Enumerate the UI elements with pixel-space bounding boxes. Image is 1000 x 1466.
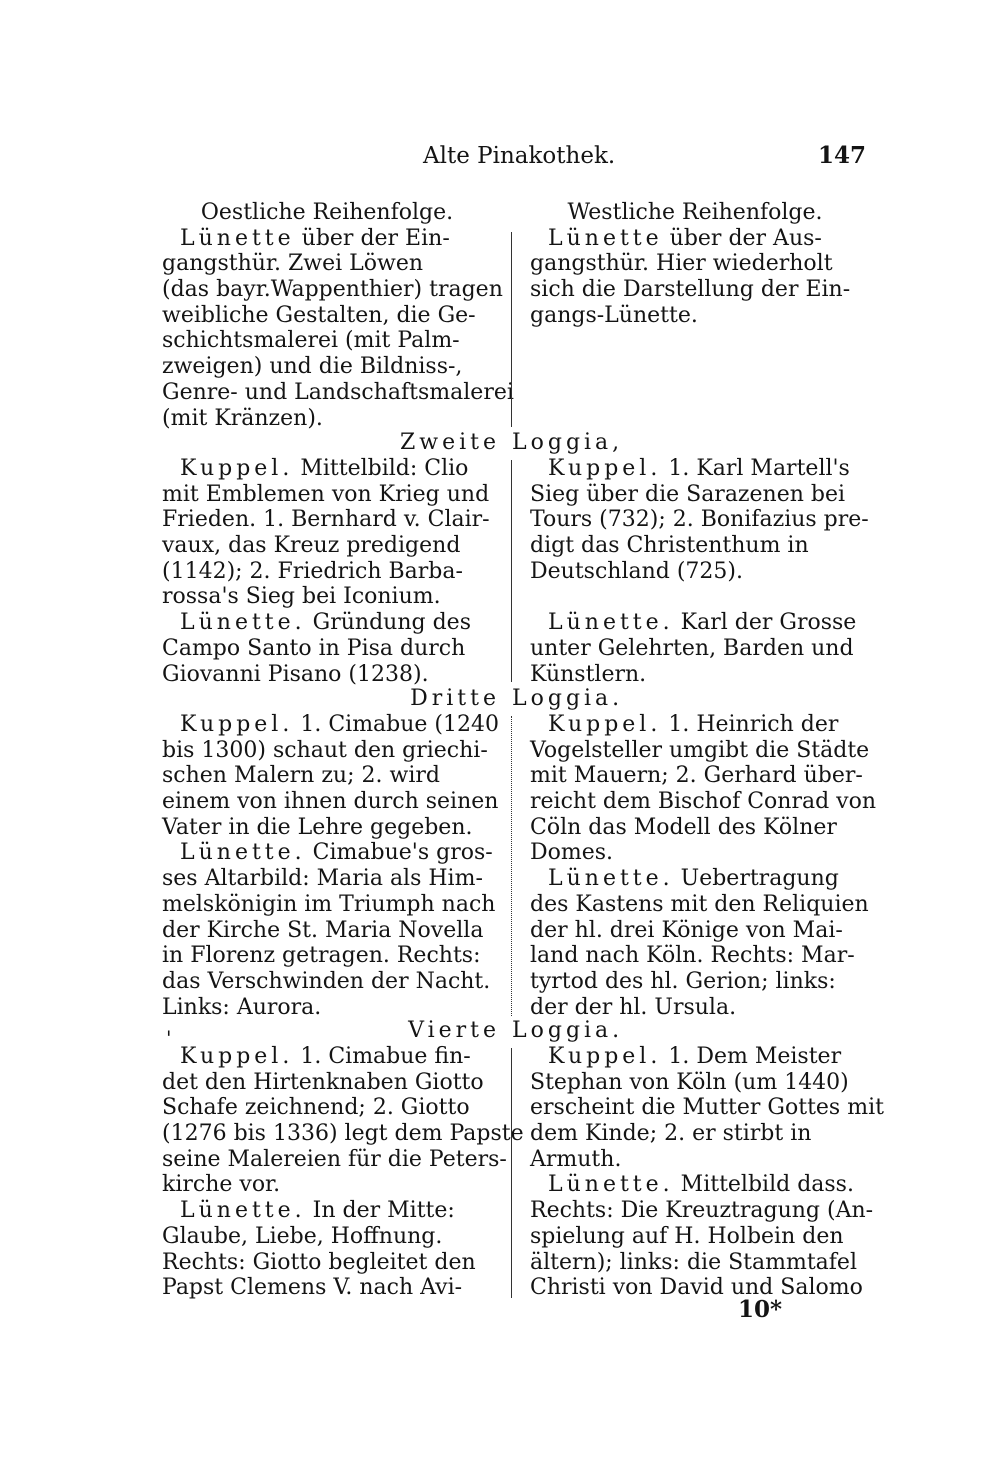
spaced-keyword: Kuppel. (548, 712, 662, 737)
text-line: bis 1300) schaut den griechi- (162, 737, 488, 763)
text-line: Lünette über der Ein- (180, 225, 450, 251)
text-line: mit Mauern; 2. Gerhard über- (530, 763, 863, 789)
text-line: Cöln das Modell des Kölner (530, 814, 837, 840)
text-line: spielung auf H. Holbein den (530, 1223, 844, 1249)
margin-mark: ' (166, 1026, 172, 1050)
text-line: Glaube, Liebe, Hoffnung. (162, 1223, 443, 1249)
text-line: det den Hirtenknaben Giotto (162, 1069, 484, 1095)
text-line: Lünette. Cimabue's gros- (180, 840, 493, 866)
text-line: der der hl. Ursula. (530, 994, 737, 1020)
text-line: Frieden. 1. Bernhard v. Clair- (162, 507, 490, 533)
spaced-keyword: Lünette. (548, 610, 674, 636)
text-line: reicht dem Bischof Conrad von (530, 789, 877, 815)
text-line: weibliche Gestalten, die Ge- (162, 302, 476, 328)
right-column-top (530, 200, 860, 328)
text-line: Tours (732); 2. Bonifazius pre- (530, 507, 869, 533)
text-line: einem von ihnen durch seinen (162, 789, 499, 815)
text-line: der hl. drei Könige von Mai- (530, 917, 843, 943)
column-rule (511, 232, 512, 427)
text-line: gangs-Lünette. (530, 302, 698, 328)
text-line: (1276 bis 1336) legt dem Papste (162, 1121, 524, 1147)
text-line: Kuppel. 1. Cimabue fin- (180, 1044, 471, 1069)
spaced-keyword: Lünette. (180, 610, 306, 636)
text-line: vaux, das Kreuz predigend (162, 533, 461, 559)
text-line: melskönigin im Triumph nach (162, 891, 496, 917)
text-line: schichtsmalerei (mit Palm- (162, 328, 460, 354)
text-line: des Kastens mit den Reliquien (530, 891, 869, 917)
text-line: Lünette über der Aus- (548, 225, 822, 251)
text-line: in Florenz getragen. Rechts: (162, 943, 481, 969)
text-line: Künstlern. (530, 661, 647, 687)
text-line: Kuppel. 1. Cimabue (1240 (180, 712, 500, 737)
spaced-keyword: Lünette. (180, 1198, 306, 1224)
text-line: Lünette. Uebertragung (548, 866, 839, 892)
spaced-keyword: Kuppel. (548, 456, 662, 481)
spaced-keyword: Kuppel. (548, 1044, 662, 1069)
text-line: das Verschwinden der Nacht. (162, 968, 491, 994)
text-line: Lünette. Karl der Grosse (548, 610, 857, 636)
text-line: Links: Aurora. (162, 994, 322, 1020)
text-line: gangsthür. Zwei Löwen (162, 251, 424, 277)
text-line: Lünette. Mittelbild dass. (548, 1172, 854, 1198)
spaced-keyword: Lünette. (548, 866, 674, 892)
spaced-keyword: Kuppel. (180, 456, 294, 481)
spaced-keyword: Lünette. (180, 840, 306, 866)
section-heading-word: Loggia. (512, 686, 624, 711)
text-line: Vogelsteller umgibt die Städte (530, 737, 870, 763)
text-line: Armuth. (530, 1146, 622, 1172)
spaced-keyword: Kuppel. (180, 712, 294, 737)
right-column-dritte (530, 712, 877, 1020)
text-line: Kuppel. 1. Karl Martell's (548, 456, 850, 481)
text-line: Giovanni Pisano (1238). (162, 661, 429, 687)
text-line: land nach Köln. Rechts: Mar- (530, 943, 855, 969)
section-heading-ordinal: Zweite (399, 430, 500, 455)
section-heading-word: Loggia, (512, 430, 624, 455)
text-line: Campo Santo in Pisa durch (162, 635, 466, 661)
text-line: tyrtod des hl. Gerion; links: (530, 968, 836, 994)
text-line: Christi von David und Salomo (530, 1275, 863, 1301)
blank-line (530, 584, 860, 610)
text-line: mit Emblemen von Krieg und (162, 481, 490, 507)
text-line: Stephan von Köln (um 1440) (530, 1069, 849, 1095)
section-heading-ordinal: Dritte (410, 686, 500, 711)
column-rule (511, 460, 512, 682)
spaced-keyword: Kuppel. (180, 1044, 294, 1069)
spaced-keyword: Lünette (548, 225, 663, 251)
text-line: dem Kinde; 2. er stirbt in (530, 1121, 812, 1147)
signature-mark: 10* (738, 1296, 783, 1323)
text-line: digt das Christenthum in (530, 533, 809, 559)
text-line: Rechts: Die Kreuztragung (An- (530, 1198, 874, 1224)
text-line: (1142); 2. Friedrich Barba- (162, 558, 463, 584)
text-line: erscheint die Mutter Gottes mit (530, 1095, 884, 1121)
text-line: rossa's Sieg bei Iconium. (162, 584, 441, 610)
left-column-zweite (162, 456, 492, 687)
running-header-title: Alte Pinakothek. (423, 143, 616, 169)
text-line: Vater in die Lehre gegeben. (162, 814, 473, 840)
text-line: Sieg über die Sarazenen bei (530, 481, 846, 507)
text-line: ältern); links: die Stammtafel (530, 1249, 857, 1275)
text-line: Lünette. Gründung des (180, 610, 471, 636)
text-line: Schafe zeichnend; 2. Giotto (162, 1095, 470, 1121)
text-line: unter Gelehrten, Barden und (530, 635, 854, 661)
text-line: der Kirche St. Maria Novella (162, 917, 484, 943)
text-line: Kuppel. 1. Heinrich der (548, 712, 839, 737)
text-line: Papst Clemens V. nach Avi- (162, 1275, 463, 1301)
section-heading-zweite-loggia (0, 430, 1000, 456)
section-heading-ordinal: Vierte (408, 1018, 500, 1043)
text-line: zweigen) und die Bildniss-, (162, 354, 463, 380)
page-number: 147 (818, 142, 867, 169)
left-column-top (162, 200, 514, 431)
section-heading-dritte-loggia (0, 686, 1000, 712)
text-line: Rechts: Giotto begleitet den (162, 1249, 476, 1275)
text-line: schen Malern zu; 2. wird (162, 763, 440, 789)
text-line: Kuppel. 1. Dem Meister (548, 1044, 842, 1069)
column-heading-east: Oestliche Reihenfolge. (200, 200, 454, 225)
right-column-vierte (530, 1044, 884, 1301)
section-heading-word: Loggia. (512, 1018, 624, 1043)
spaced-keyword: Lünette. (548, 1172, 674, 1198)
text-line: (mit Kränzen). (162, 405, 323, 431)
text-line: Lünette. In der Mitte: (180, 1198, 455, 1224)
section-heading-vierte-loggia (0, 1018, 1000, 1044)
text-line: Genre- und Landschaftsmalerei (162, 379, 514, 405)
left-column-dritte (162, 712, 500, 1020)
text-line: Kuppel. Mittelbild: Clio (180, 456, 469, 481)
text-line: Deutschland (725). (530, 558, 743, 584)
text-line: kirche vor. (162, 1172, 281, 1198)
spaced-keyword: Lünette (180, 225, 295, 251)
column-rule (511, 716, 512, 1016)
text-line: gangsthür. Hier wiederholt (530, 251, 833, 277)
right-column-zweite (530, 456, 869, 687)
left-column-vierte (162, 1044, 524, 1301)
text-line: (das bayr.Wappenthier) tragen (162, 277, 503, 303)
text-line: Domes. (530, 840, 614, 866)
column-heading-west: Westliche Reihenfolge. (567, 200, 823, 225)
text-line: ses Altarbild: Maria als Him- (162, 866, 483, 892)
text-line: sich die Darstellung der Ein- (530, 277, 851, 303)
text-line: seine Malereien für die Peters- (162, 1146, 507, 1172)
column-rule (511, 1048, 512, 1298)
